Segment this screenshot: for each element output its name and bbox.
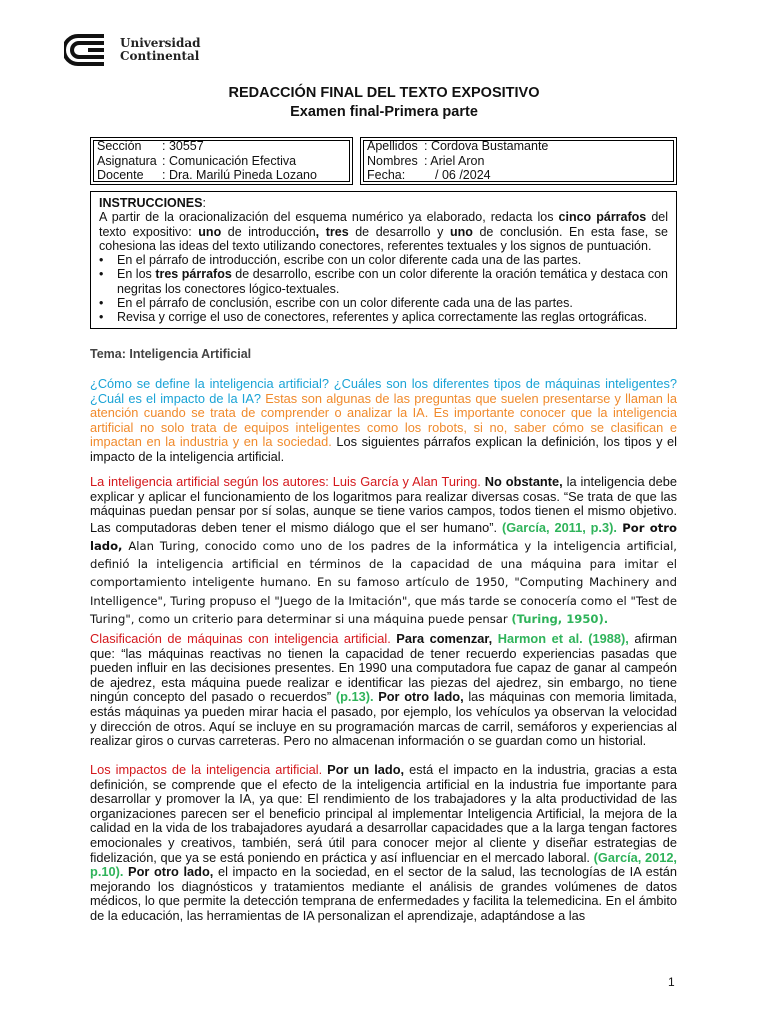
citation: Harmon et al. (1988), bbox=[492, 631, 629, 646]
intro-text: de desarrollo y bbox=[348, 224, 450, 239]
logo-line-2: Continental bbox=[120, 49, 200, 63]
instructions-box bbox=[90, 191, 677, 329]
page-number: 1 bbox=[668, 975, 675, 989]
asignatura-label: Asignatura bbox=[97, 153, 157, 168]
docente-value: : Dra. Marilú Pineda Lozano bbox=[162, 168, 317, 182]
nombres-row bbox=[367, 154, 670, 169]
intro-preview: Los siguientes párrafos explican la definición, los tipos y el impacto de la inteligencia artificial. bbox=[90, 434, 678, 464]
instruction-text: de desarrollo, escribe con un color diferente la oración temática y destaca con negritas los conectores lógico-textuales. bbox=[117, 267, 668, 296]
connector: Por otro lado, bbox=[90, 520, 677, 553]
fecha-value: / 06 /2024 bbox=[435, 168, 491, 182]
topic-sentence: La inteligencia artificial según los autores: Luis García y Alan Turing. bbox=[90, 474, 481, 489]
citation: (García, 2011, p.3). bbox=[501, 519, 617, 535]
document-subtitle: Examen final-Primera parte bbox=[290, 104, 478, 120]
connector: No obstante, bbox=[480, 474, 563, 489]
instruction-bold: tres párrafos bbox=[155, 267, 232, 282]
paragraph-text: afirman que: “las máquinas reactivas no tienen la capacidad de tener recuerdo experiencias pasadas que pueden influir en las decisiones presentes. En 1990 una computadora fue capaz de ganar al campeón de ajedrez, esta máquina puede realizar e identificar las piezas del ajedrez, sin embargo, no tiene ningún concepto del pasado o recuerdos” bbox=[90, 631, 677, 705]
fecha-row bbox=[367, 168, 670, 183]
document-title: REDACCIÓN FINAL DEL TEXTO EXPOSITIVO bbox=[228, 85, 540, 101]
connector: Por un lado, bbox=[322, 762, 405, 777]
intro-text: de introducción bbox=[221, 224, 316, 239]
fecha-label: Fecha: bbox=[367, 168, 406, 182]
apellidos-value: : Cordova Bustamante bbox=[424, 139, 549, 153]
logo-text bbox=[120, 37, 201, 63]
seccion-value: : 30557 bbox=[162, 139, 204, 153]
asignatura-value: : Comunicación Efectiva bbox=[162, 153, 297, 168]
intro-paragraph bbox=[90, 377, 677, 465]
intro-text: de conclusión. En esta fase, se cohesiona las ideas del texto utilizando conectores, referentes textuales y los signos de puntuación. bbox=[99, 224, 668, 253]
docente-row bbox=[97, 168, 346, 183]
seccion-row bbox=[97, 139, 346, 154]
paragraph-text: la inteligencia debe explicar y aplicar el funcionamiento de los logaritmos para realizar diversas cosas. “Se trata de que las máquinas puedan pensar por sí solas, aunque se tiene varios campos, todos tienen el mismo objetivo. Las computadoras deben tener el mismo diálogo que el ser humano”. bbox=[90, 474, 677, 535]
asignatura-row bbox=[97, 154, 346, 169]
seccion-label: Sección bbox=[97, 139, 142, 153]
body-paragraph-3 bbox=[90, 763, 677, 924]
intro-bold: uno bbox=[198, 224, 222, 239]
connector: Para comenzar, bbox=[390, 631, 493, 646]
nombres-label: Nombres bbox=[367, 153, 418, 168]
paragraph-text: Alan Turing, conocido como uno de los padres de la informática y la inteligencia artificial, definió la inteligencia artificial en términos de la capacidad de una máquina para imitar el comportamiento inteligente humano. En su famoso artículo de 1950, "Computing Machinery and Intelligence", Turing propuso el "Juego de la Imitación", que más tarde se conocería como el "Test de Turing", como un criterio para determinar si una máquina puede pensar bbox=[90, 538, 677, 626]
paragraph-text: está el impacto en la industria, gracias a esta definición, se comprende que el efecto de la inteligencia artificial en la industria fue importante para desarrollar y promover la IA, ya que: El rendimiento de los trabajadores y la alta productividad de las organizaciones parecen ser el beneficio principal al implementar Inteligencia Artificial, la mejora de la calidad en la vida de los trabajadores ayudará a desarrollar capacidades que a la larga tengan factores emocionales y creativos, también, será útil para conocer mejor al cliente y diseñar estrategias de fidelización, que ya se está poniendo en práctica y así influenciar en el mercado laboral. bbox=[90, 762, 677, 865]
university-logo-icon bbox=[64, 32, 112, 68]
citation: (García, 2012, p.10). bbox=[90, 849, 677, 880]
instruction-item bbox=[99, 267, 668, 296]
intro-text: del texto expositivo: bbox=[99, 210, 669, 239]
instructions-colon: : bbox=[202, 196, 206, 210]
apellidos-row bbox=[367, 139, 670, 154]
logo-line-1: Universidad bbox=[120, 36, 201, 50]
intro-text: A partir de la oracionalización del esquema numérico ya elaborado, redacta los bbox=[99, 210, 559, 225]
instructions-title: INSTRUCCIONES bbox=[99, 196, 203, 210]
student-info-box bbox=[360, 137, 677, 185]
paragraph-text: el impacto en la sociedad, en el sector de la salud, las tecnologías de IA están mejorando los diagnósticos y tratamientos mediante el análisis de grandes volúmenes de datos médicos, lo que permite la detección temprana de enfermedades y facilita la telemedicina. En el ámbito de la educación, las herramientas de IA personalizan el aprendizaje, adaptándose a las bbox=[90, 864, 677, 923]
course-info-box bbox=[90, 137, 353, 185]
docente-label: Docente bbox=[97, 168, 144, 182]
intro-bold: uno bbox=[449, 224, 473, 239]
body-paragraph-1 bbox=[90, 475, 677, 628]
citation: (Turing, 1950). bbox=[511, 611, 609, 626]
topic-sentence: Los impactos de la inteligencia artificial. bbox=[90, 762, 323, 777]
connector: Por otro lado, bbox=[123, 864, 214, 880]
topic-heading: Tema: Inteligencia Artificial bbox=[90, 347, 252, 361]
instructions-list bbox=[99, 253, 668, 324]
intro-context: Estas son algunas de las preguntas que suelen presentarse y llaman la atención cuando se trata de comprender o analizar la IA. Es importante conocer que la inteligencia artificial no solo trata de equipos inteligentes como los robots, si no, saber cómo se clasifican e impactan en la industria y en la sociedad. bbox=[90, 390, 677, 450]
apellidos-label: Apellidos bbox=[367, 139, 418, 153]
intro-bold: , tres bbox=[315, 224, 349, 239]
intro-questions: ¿Cómo se define la inteligencia artificial? ¿Cuáles son los diferentes tipos de máquinas inteligentes? ¿Cuál es el impacto de la IA? bbox=[90, 376, 677, 406]
instructions-intro bbox=[99, 210, 668, 253]
citation: (p.13). bbox=[335, 689, 374, 705]
intro-bold: cinco párrafos bbox=[558, 210, 647, 225]
body-paragraph-2 bbox=[90, 632, 677, 749]
instructions-heading bbox=[99, 196, 668, 210]
instruction-item: • En el párrafo de introducción, escribe con un color diferente cada una de las partes. bbox=[99, 253, 668, 267]
connector: Por otro lado, bbox=[373, 689, 464, 705]
paragraph-text: las máquinas con memoria limitada, estás máquinas ya pueden mirar hacia el pasado, por ejemplo, los vehículos ya observan la velocidad y dirección de otros. Aquí se incluye en su programación marcas de carril, semáforos y experiencias al realizar giros o curvas carreteras. Pero no almacenan información o se guardan como un historial. bbox=[90, 689, 677, 749]
instruction-item: • En el párrafo de conclusión, escribe con un color diferente cada una de las partes. bbox=[99, 296, 668, 310]
nombres-value: : Ariel Aron bbox=[424, 153, 485, 168]
university-logo bbox=[64, 32, 201, 68]
instruction-text: En los bbox=[117, 267, 156, 282]
topic-sentence: Clasificación de máquinas con inteligencia artificial. bbox=[90, 631, 391, 646]
instruction-item: • Revisa y corrige el uso de conectores, referentes y aplica correctamente las reglas ortográficas. bbox=[99, 310, 668, 324]
